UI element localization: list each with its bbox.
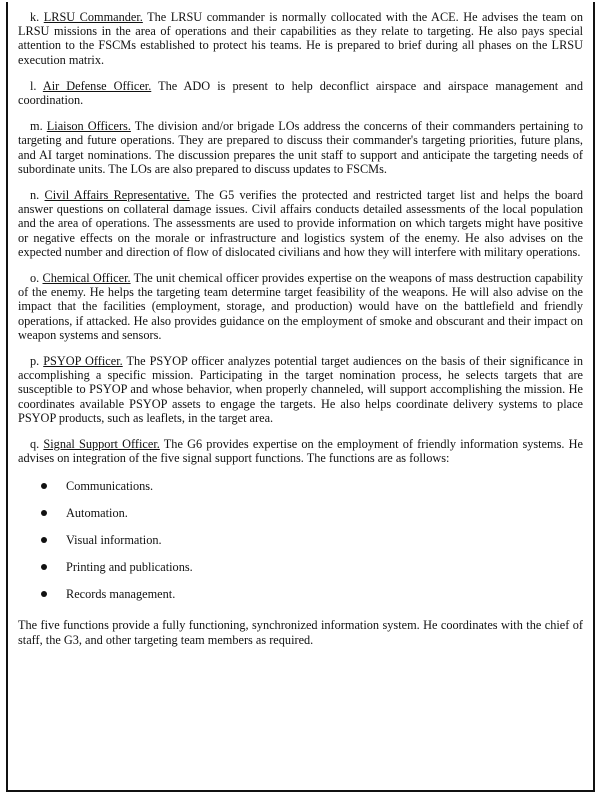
paragraph-body: The unit chemical officer provides expertise on the weapons of mass destruction capability of the enemy. He helps the targeting team determine target feasibility of the weapons. He will also advise on the impact that the facilities (employment, storage, and production) would have on the battlefield and friendly operations, if attacked. He also provides guidance on the employment of smoke and obscurant and their impact on weapon systems and sensors. <box>18 271 583 342</box>
paragraph-letter: m. <box>30 119 43 134</box>
list-item-text: Records management. <box>66 587 176 602</box>
paragraph-heading: Air Defense Officer. <box>42 78 152 93</box>
list-item-text: Communications. <box>66 479 154 494</box>
paragraph-letter: p. <box>30 354 40 369</box>
paragraph-body: The ADO is present to help deconflict airspace and airspace management and coordination. <box>18 78 583 108</box>
list-item <box>18 587 583 614</box>
signal-functions-list <box>18 479 583 614</box>
paragraph-heading: Liaison Officers. <box>46 119 131 134</box>
paragraph-n <box>18 188 583 259</box>
paragraph-letter: q. <box>30 437 40 452</box>
list-item-text: Printing and publications. <box>66 560 193 575</box>
paragraph-heading: LRSU Commander. <box>43 10 143 24</box>
paragraph-l <box>18 79 583 107</box>
list-item <box>18 560 583 587</box>
list-item <box>18 479 583 506</box>
list-item <box>18 506 583 533</box>
paragraph-body: The division and/or brigade LOs address the concerns of their commanders pertaining to targeting and future operations. They are prepared to discuss their commander's targeting priorities, future plans, and AI target nominations. The discussion prepares the unit staff to support and anticipate the targeting needs of subordinate units. The LOs are also prepared to discuss updates to FSCMs. <box>18 119 583 176</box>
bullet-icon <box>41 564 47 570</box>
paragraph-o <box>18 271 583 342</box>
closing-paragraph: The five functions provide a fully functioning, synchronized information system. He coordinates with the chief of staff, the G3, and other targeting team members as required. <box>18 618 583 647</box>
list-item-text: Visual information. <box>66 533 162 548</box>
paragraph-letter: l. <box>30 78 37 93</box>
bullet-icon <box>41 483 47 489</box>
paragraph-m <box>18 119 583 176</box>
paragraph-body: The PSYOP officer analyzes potential target audiences on the basis of their significance in accomplishing a specific mission. Participating in the target nomination process, he selects targets that are susceptible to PSYOP and whose behavior, when properly channeled, will support accomplishing the mission. He coordinates available PSYOP assets to engage the targets. He also helps coordinate delivery systems to place PSYOP products, such as leaflets, in the target area. <box>18 354 583 425</box>
bullet-icon <box>41 537 47 543</box>
bullet-icon <box>41 591 47 597</box>
paragraph-heading: Civil Affairs Representative. <box>44 188 190 203</box>
paragraph-heading: Signal Support Officer. <box>43 437 160 452</box>
paragraph-k <box>18 10 583 67</box>
paragraph-letter: n. <box>30 188 40 203</box>
list-item-text: Automation. <box>66 506 128 521</box>
paragraph-letter: k. <box>30 10 40 24</box>
bullet-icon <box>41 510 47 516</box>
paragraph-body: The G6 provides expertise on the employment of friendly information systems. He advises on integration of the five signal support functions. The functions are as follows: <box>18 437 584 466</box>
list-item <box>18 533 583 560</box>
paragraph-heading: PSYOP Officer. <box>43 354 123 369</box>
paragraph-p <box>18 354 583 425</box>
paragraph-body: The LRSU commander is normally collocated with the ACE. He advises the team on LRSU missions in the area of operations and their capabilities as they relate to targeting. He also pays special attention to the FSCMs established to protect his teams. He is prepared to brief during all phases on the LRSU execution matrix. <box>18 10 583 67</box>
paragraph-heading: Chemical Officer. <box>42 271 131 286</box>
paragraph-letter: o. <box>30 271 40 286</box>
paragraph-q <box>18 437 583 465</box>
document-page <box>6 2 595 792</box>
paragraph-body: The G5 verifies the protected and restricted target list and helps the board answer questions on collateral damage issues. Civil affairs conducts detailed assessments of the local population and the area of operations. The assessments are used to provide information on which targets might have positive or negative effects on the morale or infrastructure and logistics system of the enemy. He also advises on the expected number and direction of flow of dislocated civilians and how they will interfere with military operations. <box>18 188 583 259</box>
